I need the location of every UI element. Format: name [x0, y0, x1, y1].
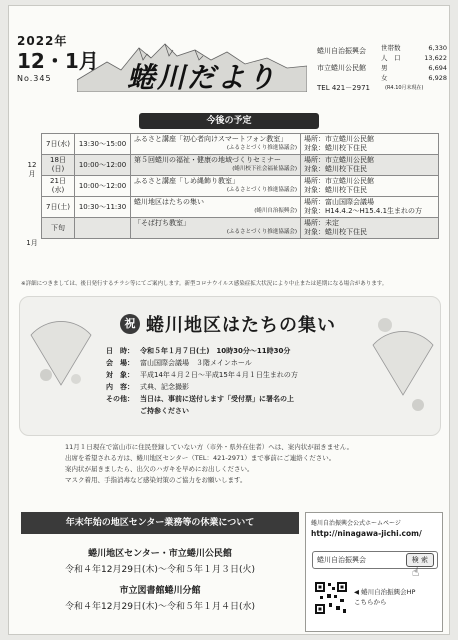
place-cell — [301, 218, 439, 239]
qr-caption — [354, 587, 415, 607]
table-row — [42, 218, 439, 239]
search-button[interactable]: 検 索 — [406, 553, 434, 567]
event-organizer: (蜷川自治振興会) — [254, 208, 297, 214]
qr-caption-line: こちらから — [354, 598, 387, 606]
target-text: 対象：蜷川校下住民 — [304, 165, 367, 173]
event-name: ふるさと講座「初心者向けスマートフォン教室」 — [134, 135, 288, 143]
event-key: 内 容： — [106, 383, 134, 391]
stat-row — [381, 53, 447, 63]
event-value: 富山国際会議場 ３階メインホール — [140, 359, 252, 367]
event-cell — [131, 176, 301, 197]
homepage-label: 蜷川自治振興会公式ホームページ — [311, 520, 401, 527]
time-cell: 10:30～11:30 — [75, 197, 131, 218]
stat-value: 6,330 — [428, 44, 447, 52]
place-text: 場所：市立蜷川公民館 — [304, 135, 374, 143]
event-cell — [131, 134, 301, 155]
qr-code-icon[interactable] — [314, 581, 348, 615]
event-row — [106, 345, 298, 357]
event-organizer: (ふるさとづくり推進協議会) — [226, 187, 297, 193]
event-name: ふるさと講座「しめ縄飾り教室」 — [134, 177, 239, 185]
event-key: 会 場： — [106, 359, 134, 367]
event-value: 平成14年４月２日～平成15年４月１日生まれの方 — [140, 371, 298, 379]
issue-year: 2022年 — [17, 34, 68, 48]
event-title: 蜷川地区はたちの集い — [146, 315, 336, 336]
event-cell — [131, 197, 301, 218]
event-row — [106, 393, 298, 405]
info-line: 出席を希望される方は、蜷川地区センター（TEL：421-2971）まで事前にご連絡ください。 — [65, 454, 336, 462]
event-header — [120, 311, 336, 337]
place-text: 場所：市立蜷川公民館 — [304, 156, 374, 164]
stat-label: 女 — [381, 74, 388, 82]
event-cell — [131, 155, 301, 176]
target-text: 対象：H14.4.2～H15.4.1生まれの方 — [304, 207, 423, 215]
time-cell: 10:00～12:00 — [75, 176, 131, 197]
month-label-jan: 1月 — [26, 239, 38, 247]
schedule-note: ※詳細につきましては、後日発行するチラシ等にてご案内します。新型コロナウイルス感染症拡大状況により中止または延期になる場合があります。 — [21, 281, 388, 287]
table-row — [42, 134, 439, 155]
closure-heading: 年末年始の地区センター業務等の休業について — [21, 512, 299, 534]
closure-body — [21, 534, 299, 612]
stat-value: 6,928 — [428, 74, 447, 82]
time-cell: 10:00～12:00 — [75, 155, 131, 176]
table-row — [42, 155, 439, 176]
stat-row — [381, 63, 447, 73]
decoration-fan-icon — [370, 305, 436, 415]
stat-value: 6,694 — [428, 64, 447, 72]
event-row-continued: ご持参ください — [140, 407, 189, 415]
place-text: 場所：富山国際会議場 — [304, 198, 374, 206]
population-stats — [381, 43, 447, 83]
holiday-closure — [21, 512, 299, 632]
event-details — [106, 345, 298, 417]
date-cell: 下旬 — [42, 218, 75, 239]
event-organizer: (蜷川校下社会福祉協議会) — [232, 166, 297, 172]
event-cell — [131, 218, 301, 239]
closure-dates: 令和４年12月29日(木)～令和５年１月３日(火) — [65, 565, 255, 575]
place-cell — [301, 155, 439, 176]
month-label-dec: 12月 — [27, 161, 37, 178]
homepage-box — [305, 512, 443, 632]
stat-value: 13,622 — [424, 54, 447, 62]
event-info-notes — [65, 442, 397, 486]
closure-dates: 令和４年12月29日(木)～令和５年１月４日(水) — [65, 602, 255, 612]
target-text: 対象：蜷川校下住民 — [304, 186, 367, 194]
coming-of-age-event — [19, 296, 441, 436]
date-cell: 21日(水) — [42, 176, 75, 197]
event-value: 当日は、事前に送付します「受付票」に署名の上 — [140, 395, 294, 403]
event-name: 第５回蜷川の福祉・健康の地域づくりセミナー — [134, 156, 281, 164]
schedule-heading: 今後の予定 — [139, 113, 319, 129]
place-text: 場所：未定 — [304, 219, 339, 227]
event-name: 「そば打ち教室」 — [134, 219, 190, 227]
issue-number: No.345 — [17, 74, 52, 83]
target-text: 対象：蜷川校下住民 — [304, 144, 367, 152]
event-name: 蜷川地区はたちの集い — [134, 198, 204, 206]
time-cell — [75, 218, 131, 239]
stat-label: 人 口 — [381, 54, 401, 62]
event-organizer: (ふるさとづくり推進協議会) — [226, 145, 297, 151]
homepage-url[interactable]: http://ninagawa-jichi.com/ — [311, 529, 422, 538]
stats-date-note: (R4.10月末現在) — [385, 85, 424, 91]
phone-number: TEL 421－2971 — [317, 84, 370, 92]
masthead — [9, 6, 450, 96]
target-text: 対象：蜷川校下住民 — [304, 228, 367, 236]
info-line: マスク着用、手指消毒など感染対策のご協力をお願いします。 — [65, 476, 247, 484]
event-row — [106, 357, 298, 369]
place-text: 場所：市立蜷川公民館 — [304, 177, 374, 185]
decoration-fan-icon — [26, 305, 96, 395]
info-line: 11月１日現在で富山市に住民登録していない方（市外・県外在住者）へは、案内状が届きません。 — [65, 443, 354, 451]
event-value: 式典、記念撮影 — [140, 383, 189, 391]
stat-row — [381, 73, 447, 83]
newsletter-page — [8, 5, 450, 635]
info-line: 案内状が届きましたら、出欠のハガキを早めにお出しください。 — [65, 465, 254, 473]
event-key: 日 時： — [106, 347, 134, 355]
event-key: その他： — [106, 395, 134, 403]
stat-label: 世帯数 — [381, 44, 401, 52]
masthead-title — [77, 40, 307, 92]
newsletter-title: 蜷川だより — [127, 61, 278, 94]
place-cell — [301, 197, 439, 218]
stat-row — [381, 43, 447, 53]
pointer-hand-icon: ☝ — [412, 565, 420, 579]
place-cell — [301, 134, 439, 155]
event-key: 対 象： — [106, 371, 134, 379]
facility-name: 市立図書館蜷川分館 — [119, 586, 201, 596]
date-cell: 7日(土) — [42, 197, 75, 218]
time-cell: 13:30～15:00 — [75, 134, 131, 155]
date-cell: 7日(水) — [42, 134, 75, 155]
table-row — [42, 176, 439, 197]
publisher-association: 蜷川自治振興会 — [317, 47, 366, 55]
issue-months: 12・1月 — [17, 49, 99, 73]
schedule-table — [41, 133, 439, 239]
table-row — [42, 197, 439, 218]
publisher — [317, 46, 366, 80]
date-cell: 18日(日) — [42, 155, 75, 176]
event-row — [106, 381, 298, 393]
event-organizer: (ふるさとづくり推進協議会) — [226, 229, 297, 235]
facility-name: 蜷川地区センター・市立蜷川公民館 — [88, 549, 232, 559]
qr-caption-line: ◀ 蜷川自治振興会HP — [354, 588, 416, 596]
stat-label: 男 — [381, 64, 388, 72]
place-cell — [301, 176, 439, 197]
publisher-hall: 市立蜷川公民館 — [317, 64, 366, 72]
event-row — [106, 369, 298, 381]
search-input[interactable]: 蜷川自治振興会 — [317, 556, 366, 564]
event-value: 令和５年１月７日(土) 10時30分～11時30分 — [140, 347, 291, 355]
celebration-badge: 祝 — [120, 314, 140, 334]
